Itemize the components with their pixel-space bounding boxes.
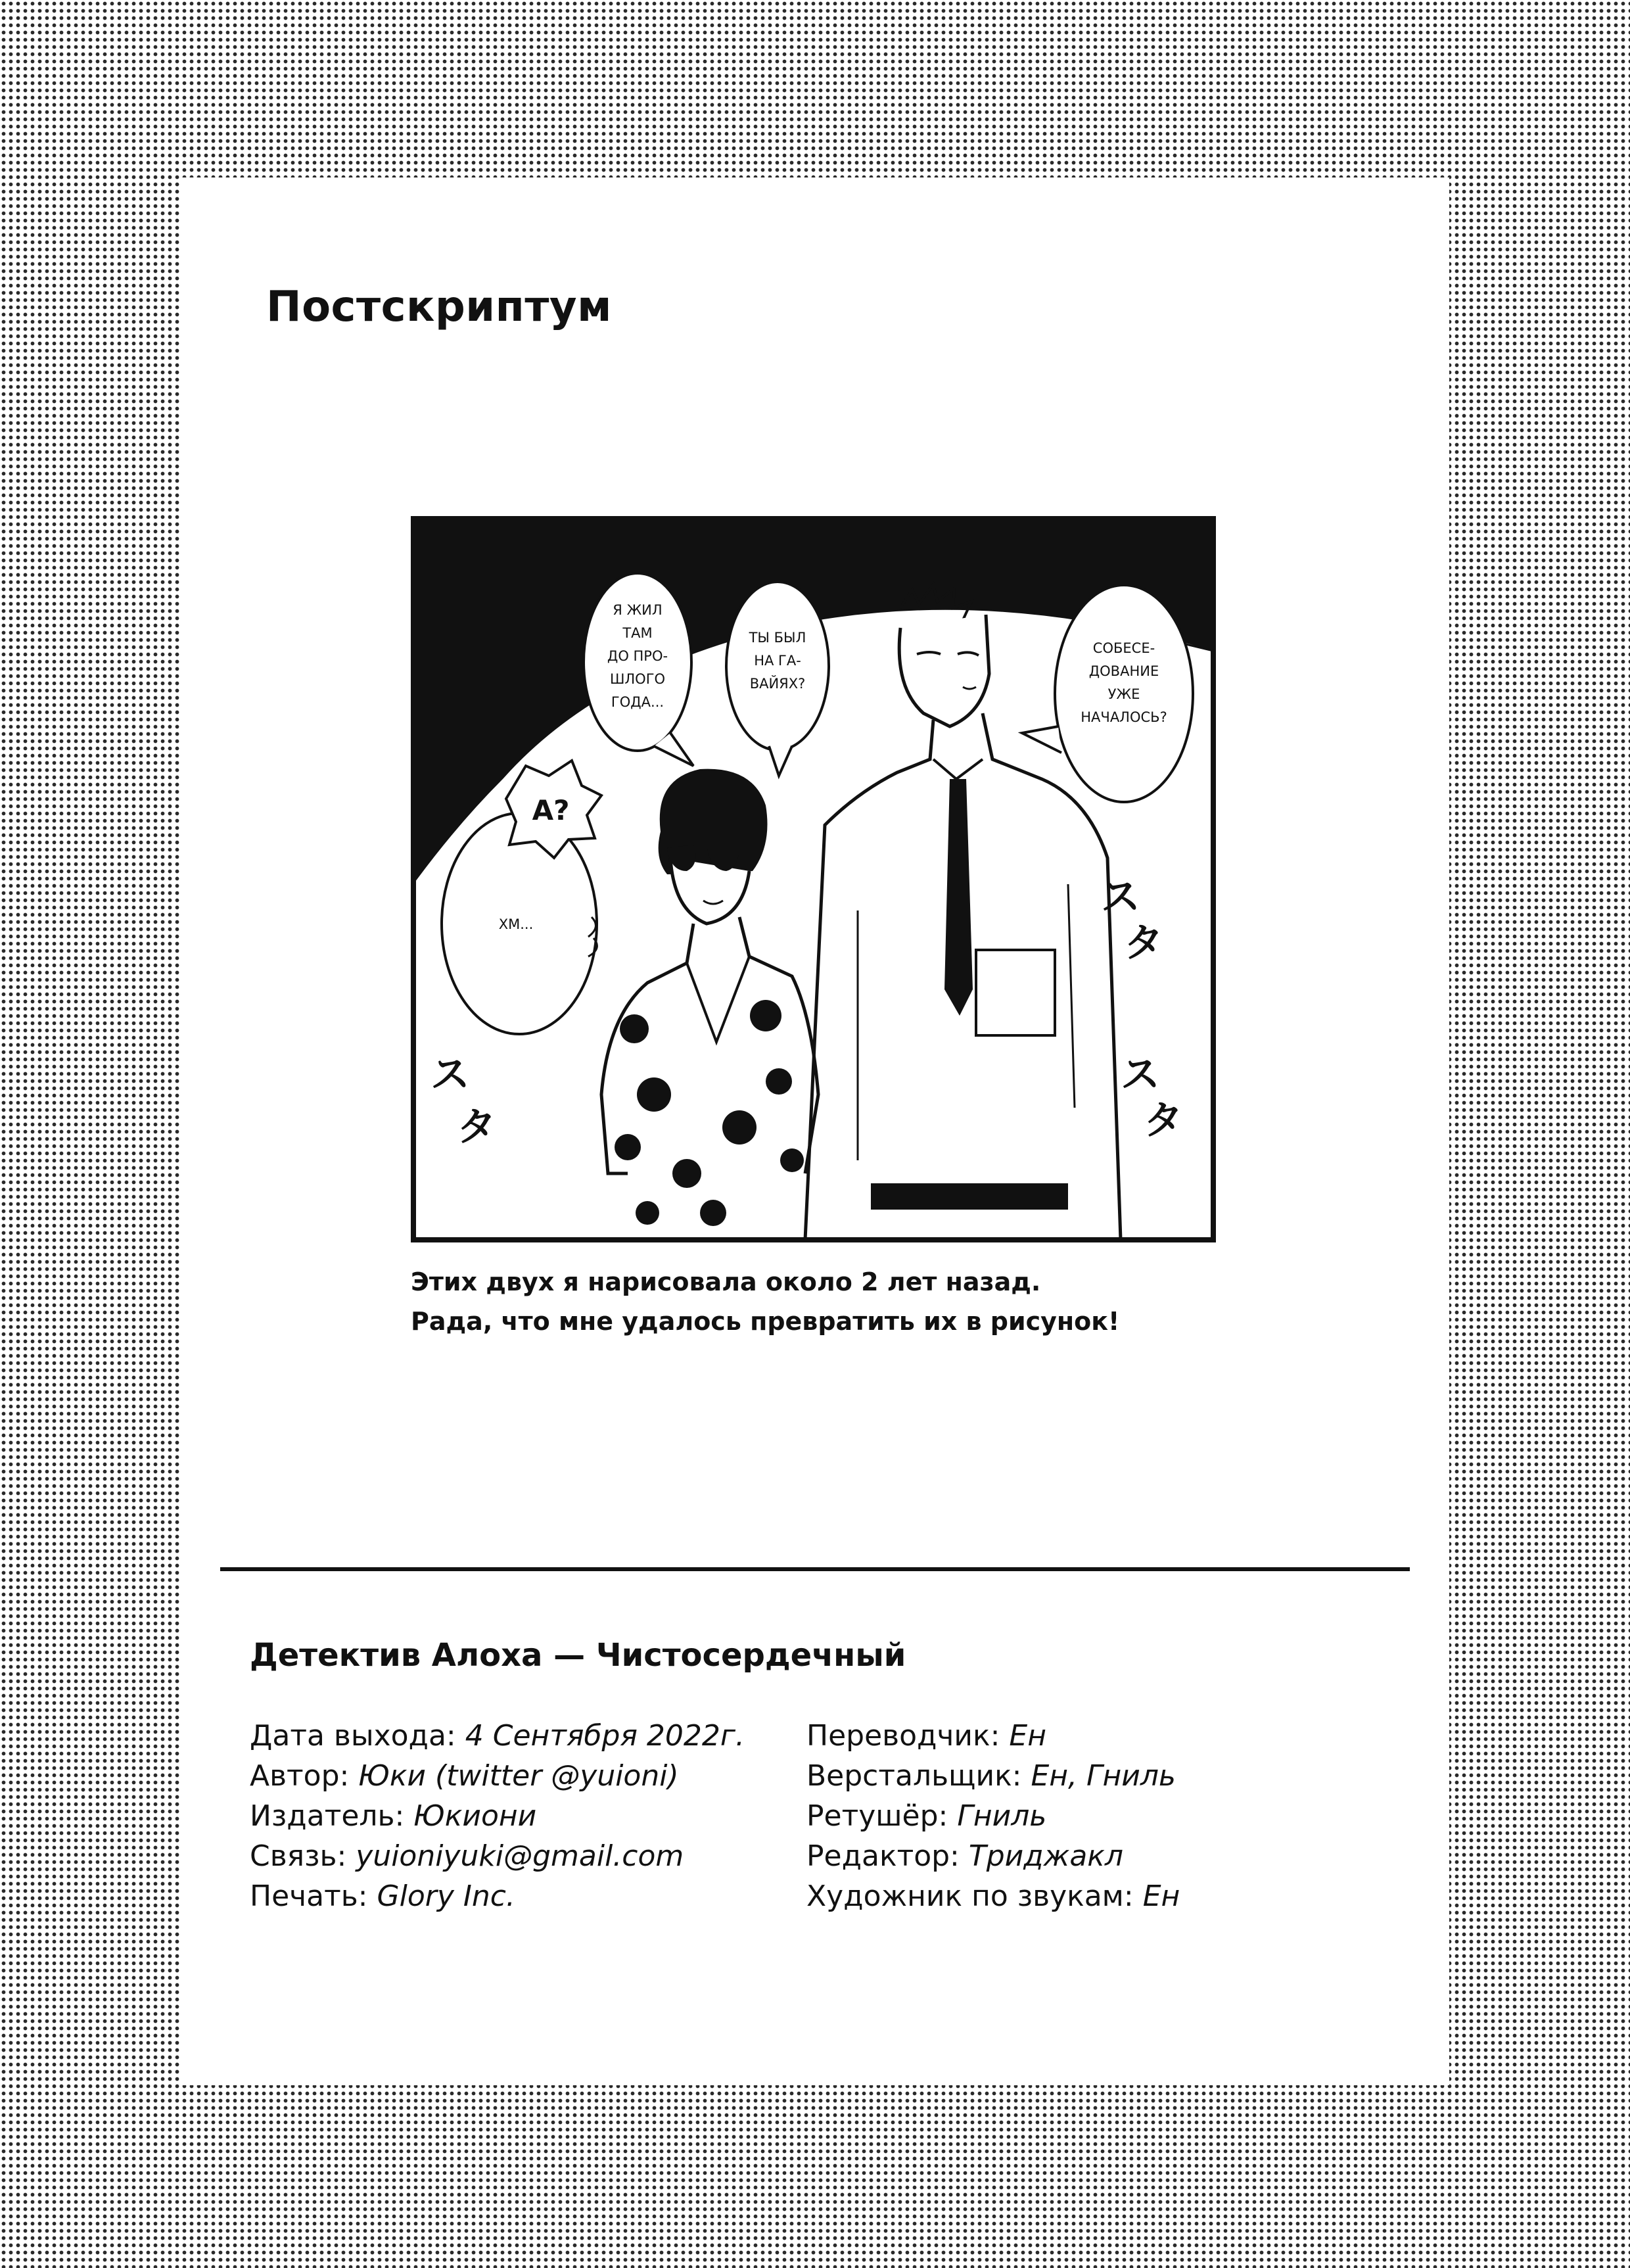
bubble-line: ДОВАНИЕ <box>1088 663 1159 679</box>
page-title: Постскриптум <box>266 283 612 331</box>
credit-label: Издатель: <box>250 1799 405 1833</box>
bubble-line: ДО ПРО- <box>607 648 668 664</box>
credit-label: Печать: <box>250 1879 368 1913</box>
credit-label: Автор: <box>250 1759 350 1793</box>
credit-label: Верстальщик: <box>806 1759 1022 1793</box>
divider <box>220 1567 1410 1571</box>
bubble-line: ГОДА... <box>611 694 664 710</box>
sfx-mark: タ <box>1144 1098 1183 1144</box>
bubble-line: ТАМ <box>622 625 653 641</box>
bubble-line: ВАЙЯХ? <box>749 676 806 692</box>
bubble-line: Я ЖИЛ <box>613 602 663 618</box>
bubble-line: ШЛОГО <box>609 671 666 687</box>
credit-value: Ен <box>1142 1879 1180 1913</box>
credit-row <box>806 1716 1180 1756</box>
credit-value: Юки (twitter @yuioni) <box>358 1759 679 1793</box>
sfx-mark: ス <box>431 1052 470 1098</box>
credit-value: 4 Сентября 2022г. <box>465 1719 745 1753</box>
speech-bubble-hmm <box>442 813 597 1034</box>
credits-left <box>250 1716 745 1916</box>
bubble-line: УЖЕ <box>1107 686 1140 702</box>
credit-label: Редактор: <box>806 1839 960 1873</box>
credits-right <box>806 1716 1180 1916</box>
credit-row <box>806 1796 1180 1836</box>
sfx-mark: ス <box>1121 1052 1160 1098</box>
bubble-line: ТЫ БЫЛ <box>749 630 806 646</box>
page-sheet <box>181 177 1449 2085</box>
credit-value: Glory Inc. <box>377 1879 515 1913</box>
bubble-line: НА ГА- <box>754 653 801 669</box>
panel-caption <box>411 1262 1265 1341</box>
credit-value: Ен, Гниль <box>1031 1759 1176 1793</box>
credit-value: Гниль <box>957 1799 1047 1833</box>
sfx-mark: ス <box>1101 874 1140 920</box>
credit-row <box>250 1716 745 1756</box>
credit-value: Юкиони <box>413 1799 537 1833</box>
credit-row <box>250 1836 745 1876</box>
credit-label: Дата выхода: <box>250 1719 456 1753</box>
credit-row <box>250 1876 745 1916</box>
caption-line: Этих двух я нарисовала около 2 лет назад. <box>411 1267 1041 1296</box>
credit-row <box>806 1876 1180 1916</box>
credit-label: Ретушёр: <box>806 1799 948 1833</box>
bubble-line: ХМ... <box>498 916 534 932</box>
sfx-mark: タ <box>457 1104 496 1150</box>
credit-row <box>806 1836 1180 1876</box>
caption-line: Рада, что мне удалось превратить их в рисунок! <box>411 1307 1120 1336</box>
credit-label: Художник по звукам: <box>806 1879 1134 1913</box>
book-title: Детектив Алоха — Чистосердечный <box>250 1637 906 1674</box>
credit-row <box>250 1796 745 1836</box>
credit-label: Связь: <box>250 1839 347 1873</box>
credit-value: Триджакл <box>968 1839 1123 1873</box>
sfx-mark: タ <box>1124 920 1163 966</box>
credit-value: yuioniyuki@gmail.com <box>356 1839 684 1873</box>
bubble-line: НАЧАЛОСЬ? <box>1081 709 1167 725</box>
manga-panel <box>411 516 1216 1242</box>
credit-row <box>250 1756 745 1796</box>
credit-value: Ен <box>1009 1719 1046 1753</box>
credit-label: Переводчик: <box>806 1719 1000 1753</box>
bubble-line: А? <box>532 794 570 826</box>
bubble-line: СОБЕСЕ- <box>1092 640 1155 656</box>
credit-row <box>806 1756 1180 1796</box>
manga-illustration <box>411 516 1216 1242</box>
